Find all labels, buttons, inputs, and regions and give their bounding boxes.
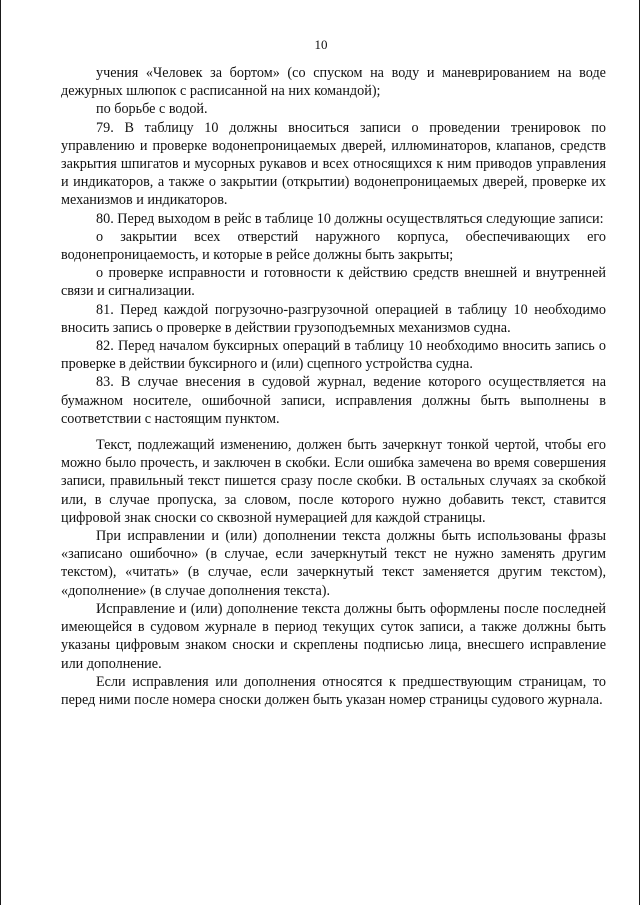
paragraph: по борьбе с водой. [96, 101, 208, 118]
paragraph: Если исправления или дополнения относятся к предшествующим страницам, то перед ними после номера сноски должен быть указан номер страницы судового журнала. [61, 673, 606, 708]
paragraph: Исправление и (или) дополнение текста должны быть оформлены после последней имеющейся в судовом журнале в период текущих суток записи, а также должны быть указаны цифровым знаком сноски и скреплены подписью лица, внесшего исправление или дополнение. [61, 600, 606, 672]
paragraph: 80. Перед выходом в рейс в таблице 10 должны осуществляться следующие записи: [96, 210, 604, 227]
paragraph: 81. Перед каждой погрузочно-разгрузочной операцией в таблицу 10 необходимо вносить запись о проверке в действии грузоподъемных механизмов судна. [61, 301, 606, 336]
paragraph: 79. В таблицу 10 должны вноситься записи о проведении тренировок по управлению и проверке водонепроницаемых дверей, иллюминаторов, клапанов, средств закрытия шпигатов и мусорных рукавов и всех относящихся к ним приводов управления и индикаторов, а также о закрытии (открытии) водонепроницаемых дверей, проверке их механизмов и индикаторов. [61, 119, 606, 209]
paragraph: учения «Человек за бортом» (со спуском на воду и маневрированием на воде дежурных шлюпок с расписанной на них командой); [61, 65, 606, 100]
page-number: 10 [314, 37, 328, 52]
paragraph: 82. Перед началом буксирных операций в таблицу 10 необходимо вносить запись о проверке в действии буксирного и (или) сцепного устройства судна. [61, 338, 606, 373]
document-body [61, 64, 606, 709]
paragraph: о закрытии всех отверстий наружного корпуса, обеспечивающих его водонепроницаемость, и которые в рейсе должны быть закрыты; [61, 228, 606, 264]
paragraph: 83. В случае внесения в судовой журнал, ведение которого осуществляется на бумажном носителе, ошибочной записи, исправления должны быть выполнены в соответствии с настоящим пунктом. [61, 374, 606, 427]
paragraph: Текст, подлежащий изменению, должен быть зачеркнут тонкой чертой, чтобы его можно было прочесть, и заключен в скобки. Если ошибка замечена во время совершения записи, правильный текст пишется сразу после скобки. В остальных случаях за скобкой или, в случае пропуска, за словом, после которого нужно добавить текст, ставится цифровой знак сноски со сквозной нумерацией для каждой страницы. [61, 437, 606, 526]
paragraph: о проверке исправности и готовности к действию средств внешней и внутренней связи и сигнализации. [61, 265, 606, 300]
paragraph: При исправлении и (или) дополнении текста должны быть использованы фразы «записано ошибочно» (в случае, если зачеркнутый текст не нужно заменять другим текстом), «читать» (в случае, если зачеркнутый текст заменяется другим текстом), «дополнение» (в случае дополнения текста). [61, 528, 606, 599]
